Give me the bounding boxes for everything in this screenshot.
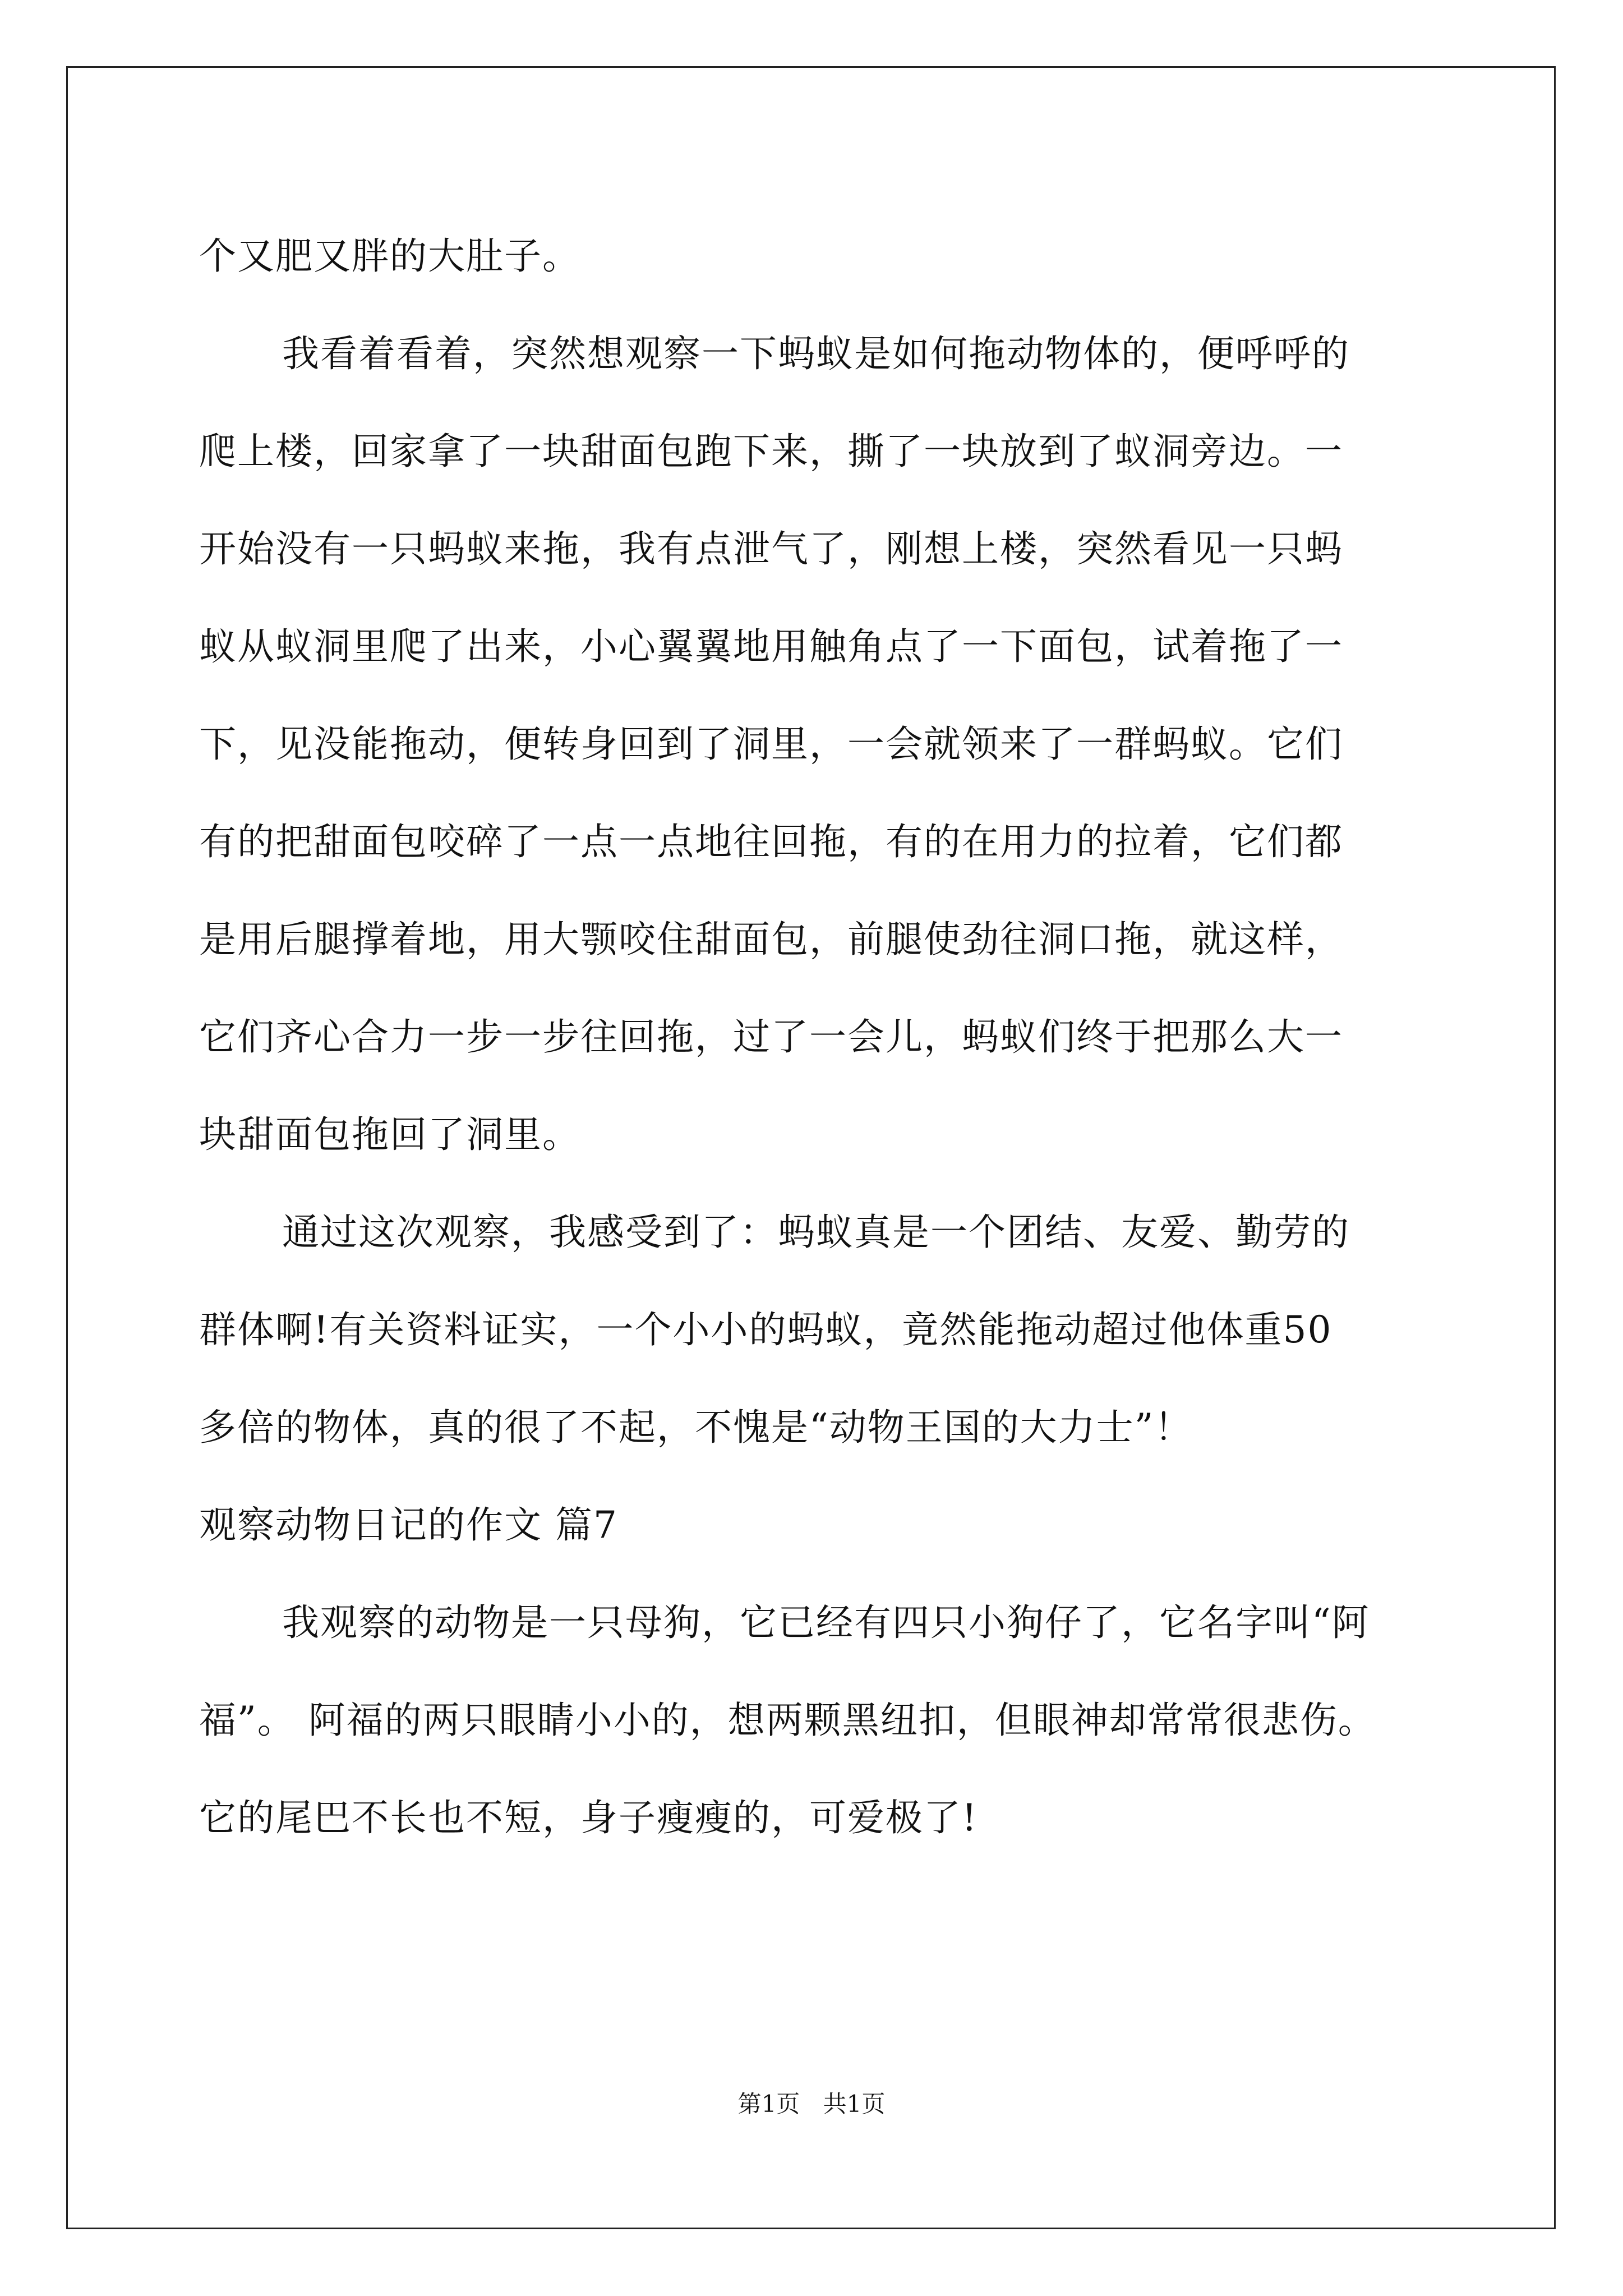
- text-line: 下，见没能拖动，便转身回到了洞里，一会就领来了一群蚂蚁。它们: [199, 723, 1343, 766]
- text-line: 我看着看着，突然想观察一下蚂蚁是如何拖动物体的，便呼呼的: [282, 332, 1350, 375]
- page-number: 第1页: [737, 2090, 800, 2118]
- text-line: 蚁从蚁洞里爬了出来，小心翼翼地用触角点了一下面包，试着拖了一: [199, 625, 1343, 668]
- section-heading: 观察动物日记的作文 篇7: [199, 1503, 618, 1547]
- text-line: 福”。 阿福的两只眼睛小小的，想两颗黑纽扣，但眼神却常常很悲伤。: [199, 1699, 1376, 1742]
- page-total: 共1页: [823, 2090, 886, 2118]
- text-line: 它的尾巴不长也不短，身子瘦瘦的，可爱极了!: [199, 1796, 978, 1839]
- text-line: 我观察的动物是一只母狗，它已经有四只小狗仔了，它名字叫“阿: [282, 1601, 1370, 1644]
- text-line: 群体啊!有关资料证实，一个小小的蚂蚁，竟然能拖动超过他体重50: [199, 1308, 1332, 1351]
- text-line: 块甜面包拖回了洞里。: [199, 1113, 580, 1156]
- text-line: 它们齐心合力一步一步往回拖，过了一会儿，蚂蚁们终于把那么大一: [199, 1015, 1343, 1059]
- text-line: 是用后腿撑着地，用大颚咬住甜面包，前腿使劲往洞口拖，就这样，: [199, 918, 1343, 961]
- text-line: 开始没有一只蚂蚁来拖，我有点泄气了，刚想上楼，突然看见一只蚂: [199, 527, 1343, 570]
- page-footer: [0, 2086, 1623, 2119]
- text-line: 个又肥又胖的大肚子。: [199, 234, 580, 278]
- text-line: 通过这次观察，我感受到了：蚂蚁真是一个团结、友爱、勤劳的: [282, 1211, 1350, 1254]
- document-body: [199, 208, 1461, 1867]
- text-line: 多倍的物体，真的很了不起，不愧是“动物王国的大力士”！: [199, 1406, 1193, 1449]
- text-line: 有的把甜面包咬碎了一点一点地往回拖，有的在用力的拉着，它们都: [199, 820, 1343, 863]
- text-line: 爬上楼，回家拿了一块甜面包跑下来，撕了一块放到了蚁洞旁边。一: [199, 430, 1343, 473]
